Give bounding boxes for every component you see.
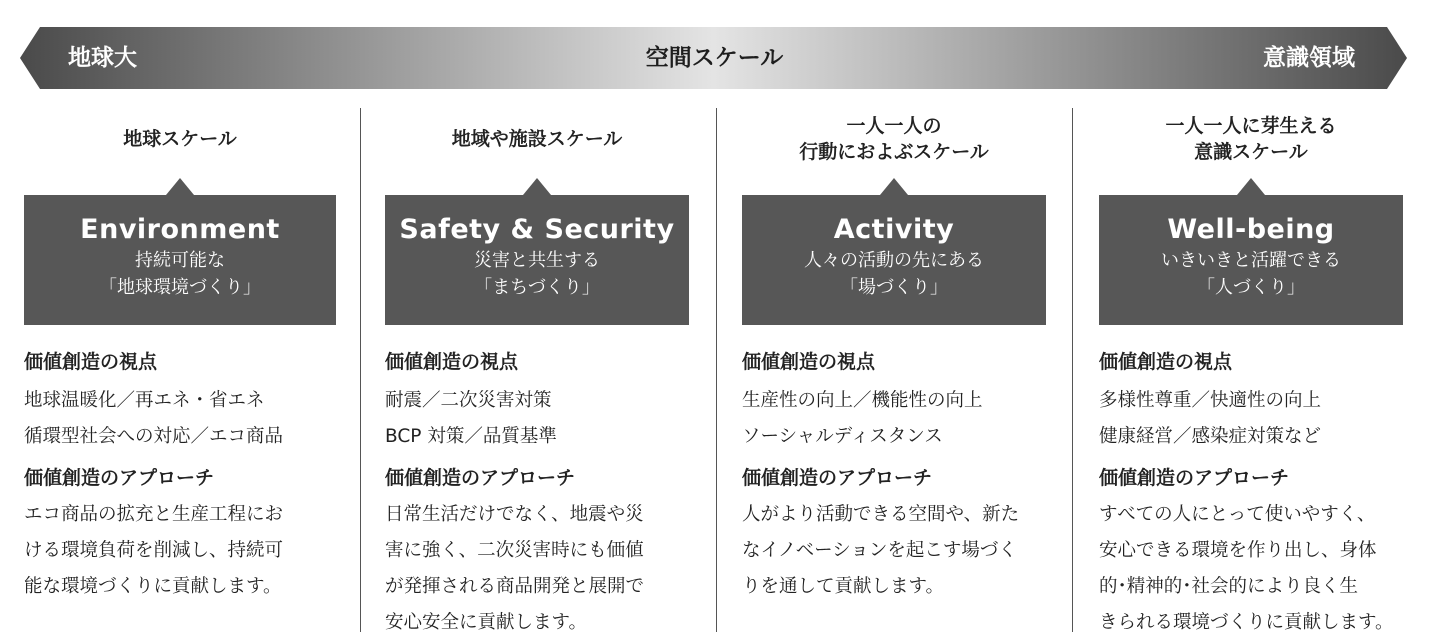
viewpoint-list — [742, 383, 983, 455]
approach-heading: 価値創造のアプローチ — [385, 467, 576, 489]
viewpoint-list — [1099, 383, 1321, 455]
approach-line: 日常生活だけでなく、地震や災 — [385, 504, 644, 525]
viewpoint-line: 多様性尊重／快適性の向上 — [1099, 390, 1322, 411]
approach-text — [24, 497, 283, 605]
approach-line: が発揮される商品開発と展開で — [385, 576, 645, 597]
approach-text — [1099, 497, 1394, 641]
viewpoint-list — [24, 383, 283, 455]
scale-title-line: 地球スケール — [123, 128, 237, 150]
scale-title — [385, 108, 689, 170]
approach-heading: 価値創造のアプローチ — [24, 467, 215, 489]
scale-center-label: 空間スケール — [645, 45, 784, 71]
viewpoint-heading: 価値創造の視点 — [1099, 351, 1233, 373]
column-divider — [1072, 108, 1073, 632]
approach-text — [742, 497, 1019, 605]
theme-box — [24, 195, 336, 325]
theme-name: Safety & Security — [399, 214, 675, 245]
viewpoint-line: BCP 対策／品質基準 — [385, 426, 557, 447]
viewpoint-line: 循環型社会への対応／エコ商品 — [24, 426, 284, 447]
viewpoint-heading: 価値創造の視点 — [742, 351, 876, 373]
theme-name: Activity — [833, 214, 955, 245]
theme-subtitle-line: 災害と共生する — [474, 250, 600, 271]
approach-line: 安心安全に貢献します。 — [385, 612, 588, 633]
approach-line: 害に強く、二次災害時にも価値 — [385, 540, 644, 561]
approach-line: 的･精神的･社会的により良く生 — [1099, 576, 1359, 597]
column-safety-security — [385, 108, 689, 632]
theme-box — [1099, 195, 1403, 325]
box-pointer — [166, 178, 194, 195]
scale-title-line: 地域や施設スケール — [451, 128, 623, 150]
scale-title-line: 一人一人に芽生える — [1165, 115, 1337, 137]
column-activity — [742, 108, 1046, 632]
scale-title — [1099, 108, 1403, 170]
approach-heading: 価値創造のアプローチ — [1099, 467, 1290, 489]
viewpoint-heading: 価値創造の視点 — [24, 351, 158, 373]
box-pointer — [880, 178, 908, 195]
viewpoint-heading: 価値創造の視点 — [385, 351, 519, 373]
viewpoint-line: 生産性の向上／機能性の向上 — [742, 390, 983, 411]
approach-line: すべての人にとって使いやすく、 — [1099, 504, 1376, 525]
theme-subtitle-line: 持続可能な — [135, 250, 225, 271]
theme-subtitle-line: 「人づくり」 — [1197, 277, 1305, 298]
approach-line: ける環境負荷を削減し、持続可 — [24, 540, 284, 561]
theme-name: Environment — [80, 214, 280, 245]
viewpoint-list — [385, 383, 557, 455]
approach-line: 能な環境づくりに貢献します。 — [24, 576, 282, 597]
approach-line: 人がより活動できる空間や、新た — [742, 504, 1020, 525]
viewpoint-line: ソーシャルディスタンス — [742, 426, 943, 447]
scale-title-line: 意識スケール — [1194, 141, 1308, 163]
theme-subtitle-line: 人々の活動の先にある — [804, 250, 984, 271]
viewpoint-line: 健康経営／感染症対策など — [1099, 426, 1322, 447]
theme-subtitle-line: 「まちづくり」 — [474, 277, 600, 298]
approach-text — [385, 497, 644, 641]
scale-title-line: 行動におよぶスケール — [799, 141, 989, 163]
scale-title-line: 一人一人の — [846, 115, 942, 137]
viewpoint-line: 地球温暖化／再エネ・省エネ — [24, 390, 265, 411]
approach-line: エコ商品の拡充と生産工程にお — [24, 504, 284, 525]
viewpoint-line: 耐震／二次災害対策 — [385, 390, 552, 411]
approach-line: りを通して貢献します。 — [742, 576, 945, 597]
scale-right-label: 意識領域 — [1263, 45, 1355, 71]
theme-subtitle-line: 「場づくり」 — [840, 277, 948, 298]
column-environment — [24, 108, 336, 632]
box-pointer — [523, 178, 551, 195]
column-well-being — [1099, 108, 1403, 632]
approach-line: 安心できる環境を作り出し、身体 — [1099, 540, 1377, 561]
theme-box — [742, 195, 1046, 325]
scale-title — [24, 108, 336, 170]
scale-left-label: 地球大 — [68, 45, 137, 71]
column-divider — [716, 108, 717, 632]
box-pointer — [1237, 178, 1265, 195]
theme-subtitle-line: 「地球環境づくり」 — [99, 277, 261, 298]
theme-box — [385, 195, 689, 325]
approach-line: なイノベーションを起こす場づく — [742, 540, 1017, 561]
approach-line: きられる環境づくりに貢献します。 — [1099, 612, 1394, 633]
column-divider — [360, 108, 361, 632]
approach-heading: 価値創造のアプローチ — [742, 467, 933, 489]
scale-title — [742, 108, 1046, 170]
theme-subtitle-line: いきいきと活躍できる — [1161, 250, 1341, 271]
theme-name: Well-being — [1167, 214, 1335, 245]
